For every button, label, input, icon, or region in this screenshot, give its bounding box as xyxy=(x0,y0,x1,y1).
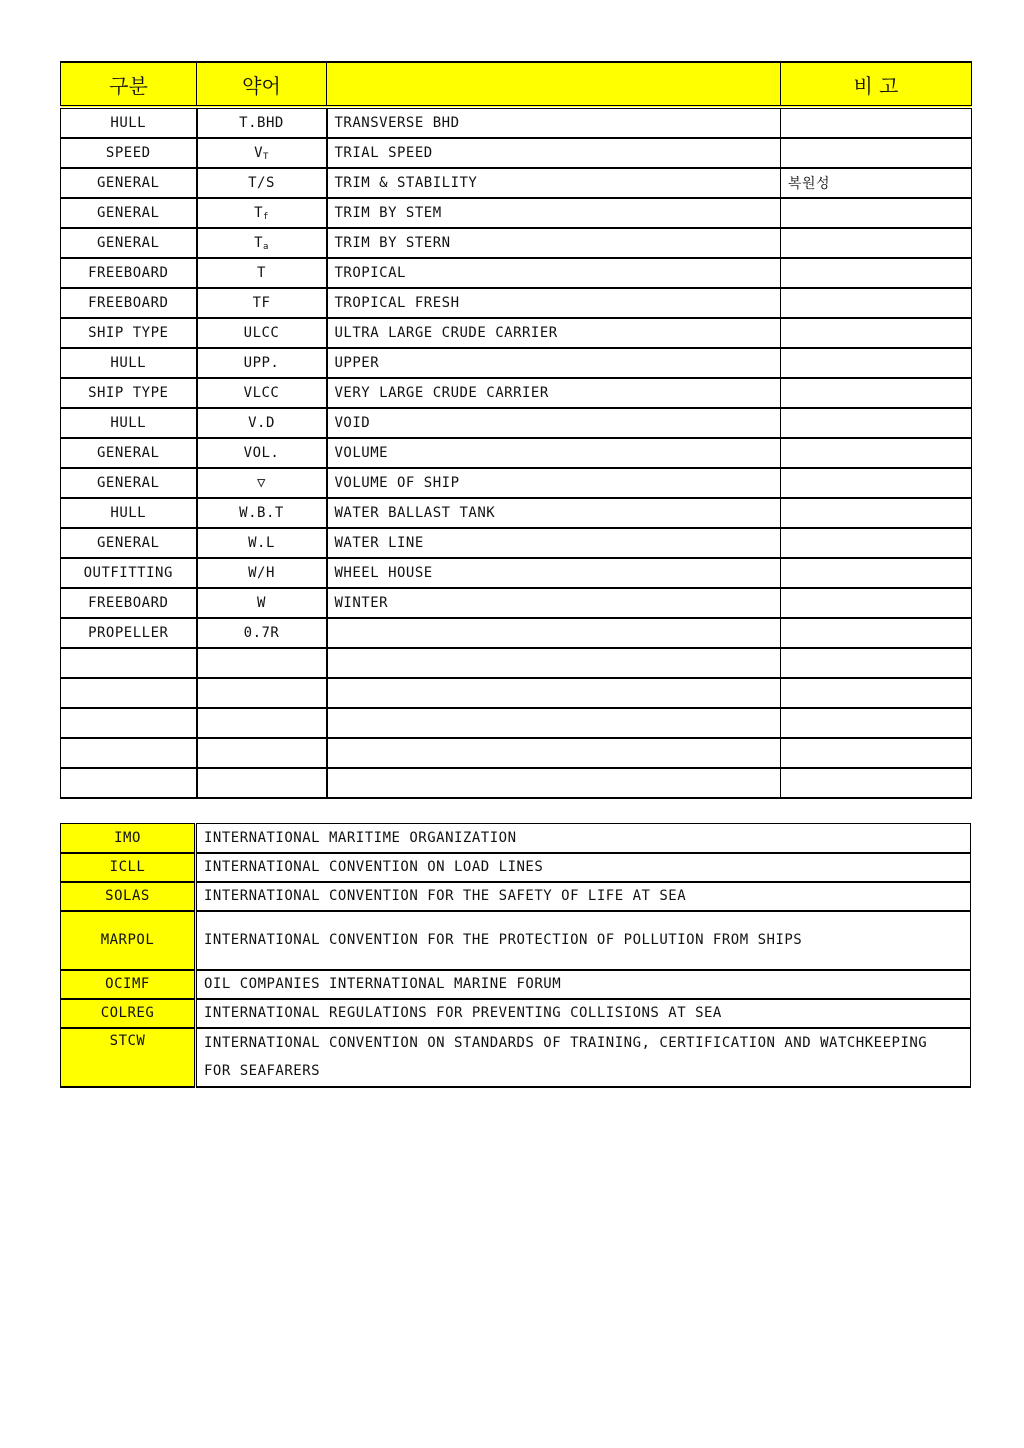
abbreviation-cell xyxy=(197,107,327,138)
table-row xyxy=(61,528,972,558)
abbreviation-cell xyxy=(197,618,327,648)
table-row xyxy=(61,258,972,288)
meaning-cell xyxy=(327,738,781,768)
table-row xyxy=(61,228,972,258)
category-cell xyxy=(61,768,197,798)
abbreviation-cell xyxy=(197,738,327,768)
category-cell: HULL xyxy=(61,408,197,438)
organization-full-name: INTERNATIONAL CONVENTION ON STANDARDS OF TRAINING, CERTIFICATION AND WATCHKEEPING FOR SEAFARERS xyxy=(196,1028,971,1087)
organization-row xyxy=(61,911,971,970)
meaning-cell: UPPER xyxy=(327,348,781,378)
organization-full-name: INTERNATIONAL CONVENTION FOR THE SAFETY OF LIFE AT SEA xyxy=(196,882,971,911)
category-cell: OUTFITTING xyxy=(61,558,197,588)
table-row xyxy=(61,438,972,468)
remarks-cell xyxy=(781,258,972,288)
remarks-cell xyxy=(781,378,972,408)
abbreviation-subscript: a xyxy=(263,241,269,252)
abbreviation-text: W/H xyxy=(248,565,275,581)
remarks-cell xyxy=(781,107,972,138)
table-row xyxy=(61,318,972,348)
meaning-cell: TROPICAL FRESH xyxy=(327,288,781,318)
abbreviation-cell xyxy=(197,408,327,438)
abbreviation-subscript: f xyxy=(263,211,269,222)
abbreviation-cell xyxy=(197,528,327,558)
remarks-cell xyxy=(781,708,972,738)
category-cell xyxy=(61,648,197,678)
header-row xyxy=(61,62,972,107)
abbreviation-text: T xyxy=(254,204,263,221)
organization-row xyxy=(61,882,971,911)
abbreviation-text: T xyxy=(254,234,263,251)
meaning-cell: WINTER xyxy=(327,588,781,618)
meaning-cell xyxy=(327,648,781,678)
meaning-cell xyxy=(327,678,781,708)
organization-full-name: INTERNATIONAL CONVENTION ON LOAD LINES xyxy=(196,853,971,882)
abbreviation-cell xyxy=(197,348,327,378)
meaning-cell xyxy=(327,768,781,798)
abbreviation-text: T xyxy=(257,265,266,281)
organization-row xyxy=(61,853,971,882)
organization-full-name: INTERNATIONAL REGULATIONS FOR PREVENTING COLLISIONS AT SEA xyxy=(196,999,971,1028)
table-row xyxy=(61,678,972,708)
remarks-cell xyxy=(781,588,972,618)
header-remarks: 비 고 xyxy=(781,62,972,107)
abbreviation-text: VOL. xyxy=(243,445,280,461)
category-cell: SHIP TYPE xyxy=(61,378,197,408)
remarks-cell: 복원성 xyxy=(781,168,972,198)
header-category: 구분 xyxy=(61,62,197,107)
abbreviation-text: V xyxy=(254,144,263,161)
abbreviation-text: 0.7R xyxy=(243,625,280,641)
table-row xyxy=(61,738,972,768)
remarks-cell xyxy=(781,618,972,648)
category-cell: SPEED xyxy=(61,138,197,168)
meaning-cell: TRIM BY STERN xyxy=(327,228,781,258)
table-row xyxy=(61,498,972,528)
table-row xyxy=(61,168,972,198)
table-row xyxy=(61,288,972,318)
meaning-cell: WATER BALLAST TANK xyxy=(327,498,781,528)
abbreviation-table-body xyxy=(61,107,972,798)
meaning-cell: VOLUME OF SHIP xyxy=(327,468,781,498)
meaning-cell: TRIM & STABILITY xyxy=(327,168,781,198)
meaning-cell: TROPICAL xyxy=(327,258,781,288)
abbreviation-cell xyxy=(197,558,327,588)
remarks-cell xyxy=(781,558,972,588)
remarks-cell xyxy=(781,678,972,708)
abbreviation-text: W xyxy=(257,595,266,611)
organization-row xyxy=(61,970,971,999)
meaning-cell: ULTRA LARGE CRUDE CARRIER xyxy=(327,318,781,348)
remarks-cell xyxy=(781,768,972,798)
abbreviation-cell xyxy=(197,588,327,618)
meaning-cell: TRIM BY STEM xyxy=(327,198,781,228)
remarks-cell xyxy=(781,198,972,228)
remarks-cell xyxy=(781,738,972,768)
table-row xyxy=(61,768,972,798)
abbreviation-cell xyxy=(197,138,327,168)
organization-abbreviation: OCIMF xyxy=(61,970,196,999)
abbreviation-text: T/S xyxy=(248,175,275,191)
organization-row xyxy=(61,999,971,1028)
category-cell: FREEBOARD xyxy=(61,288,197,318)
remarks-cell xyxy=(781,228,972,258)
abbreviation-text: T.BHD xyxy=(239,115,284,131)
table-row xyxy=(61,378,972,408)
remarks-cell xyxy=(781,438,972,468)
remarks-cell xyxy=(781,288,972,318)
meaning-cell: WHEEL HOUSE xyxy=(327,558,781,588)
abbreviation-text: ULCC xyxy=(243,325,280,341)
remarks-cell xyxy=(781,498,972,528)
table-row xyxy=(61,558,972,588)
remarks-cell xyxy=(781,528,972,558)
abbreviation-cell xyxy=(197,768,327,798)
abbreviation-text: UPP. xyxy=(243,355,280,371)
table-row xyxy=(61,198,972,228)
meaning-cell: TRANSVERSE BHD xyxy=(327,107,781,138)
category-cell: GENERAL xyxy=(61,468,197,498)
category-cell: PROPELLER xyxy=(61,618,197,648)
remarks-cell xyxy=(781,648,972,678)
abbreviation-text: W.B.T xyxy=(239,505,284,521)
category-cell: GENERAL xyxy=(61,198,197,228)
header-meaning xyxy=(327,62,781,107)
abbreviation-text: TF xyxy=(252,295,271,311)
abbreviation-table xyxy=(60,61,972,799)
abbreviation-cell xyxy=(197,258,327,288)
category-cell: HULL xyxy=(61,107,197,138)
organization-abbreviation: STCW xyxy=(61,1028,196,1087)
table-row xyxy=(61,708,972,738)
category-cell: HULL xyxy=(61,348,197,378)
abbreviation-cell xyxy=(197,168,327,198)
meaning-cell: VOLUME xyxy=(327,438,781,468)
abbreviation-text: ▽ xyxy=(257,475,266,491)
category-cell: GENERAL xyxy=(61,528,197,558)
table-row xyxy=(61,107,972,138)
abbreviation-text: V.D xyxy=(248,415,275,431)
meaning-cell: VERY LARGE CRUDE CARRIER xyxy=(327,378,781,408)
abbreviation-cell xyxy=(197,708,327,738)
organization-full-name: INTERNATIONAL MARITIME ORGANIZATION xyxy=(196,824,971,853)
abbreviation-cell xyxy=(197,288,327,318)
abbreviation-text: VLCC xyxy=(243,385,280,401)
abbreviation-cell xyxy=(197,318,327,348)
category-cell xyxy=(61,678,197,708)
remarks-cell xyxy=(781,468,972,498)
organization-full-name: INTERNATIONAL CONVENTION FOR THE PROTECTION OF POLLUTION FROM SHIPS xyxy=(196,911,971,970)
category-cell: HULL xyxy=(61,498,197,528)
header-abbreviation: 약어 xyxy=(197,62,327,107)
organization-table-body xyxy=(61,824,971,1087)
abbreviation-cell xyxy=(197,228,327,258)
abbreviation-cell xyxy=(197,468,327,498)
abbreviation-cell xyxy=(197,648,327,678)
category-cell xyxy=(61,708,197,738)
category-cell: FREEBOARD xyxy=(61,258,197,288)
organization-row xyxy=(61,824,971,853)
category-cell: GENERAL xyxy=(61,438,197,468)
abbreviation-cell xyxy=(197,498,327,528)
organization-abbreviation: IMO xyxy=(61,824,196,853)
remarks-cell xyxy=(781,318,972,348)
table-row xyxy=(61,648,972,678)
table-row xyxy=(61,618,972,648)
meaning-cell xyxy=(327,618,781,648)
remarks-cell xyxy=(781,138,972,168)
organization-row xyxy=(61,1028,971,1087)
meaning-cell: TRIAL SPEED xyxy=(327,138,781,168)
meaning-cell: WATER LINE xyxy=(327,528,781,558)
table-row xyxy=(61,138,972,168)
abbreviation-cell xyxy=(197,378,327,408)
organization-abbreviation: ICLL xyxy=(61,853,196,882)
category-cell: GENERAL xyxy=(61,228,197,258)
meaning-cell xyxy=(327,708,781,738)
remarks-cell xyxy=(781,348,972,378)
organization-abbreviation: COLREG xyxy=(61,999,196,1028)
abbreviation-cell xyxy=(197,438,327,468)
abbreviation-cell xyxy=(197,678,327,708)
abbreviation-cell xyxy=(197,198,327,228)
category-cell: GENERAL xyxy=(61,168,197,198)
table-row xyxy=(61,468,972,498)
organization-table xyxy=(60,823,971,1088)
organization-abbreviation: MARPOL xyxy=(61,911,196,970)
abbreviation-text: W.L xyxy=(248,535,275,551)
remarks-cell xyxy=(781,408,972,438)
table-row xyxy=(61,348,972,378)
category-cell xyxy=(61,738,197,768)
organization-abbreviation: SOLAS xyxy=(61,882,196,911)
abbreviation-subscript: T xyxy=(263,151,269,162)
meaning-cell: VOID xyxy=(327,408,781,438)
category-cell: SHIP TYPE xyxy=(61,318,197,348)
category-cell: FREEBOARD xyxy=(61,588,197,618)
table-row xyxy=(61,588,972,618)
organization-full-name: OIL COMPANIES INTERNATIONAL MARINE FORUM xyxy=(196,970,971,999)
table-row xyxy=(61,408,972,438)
